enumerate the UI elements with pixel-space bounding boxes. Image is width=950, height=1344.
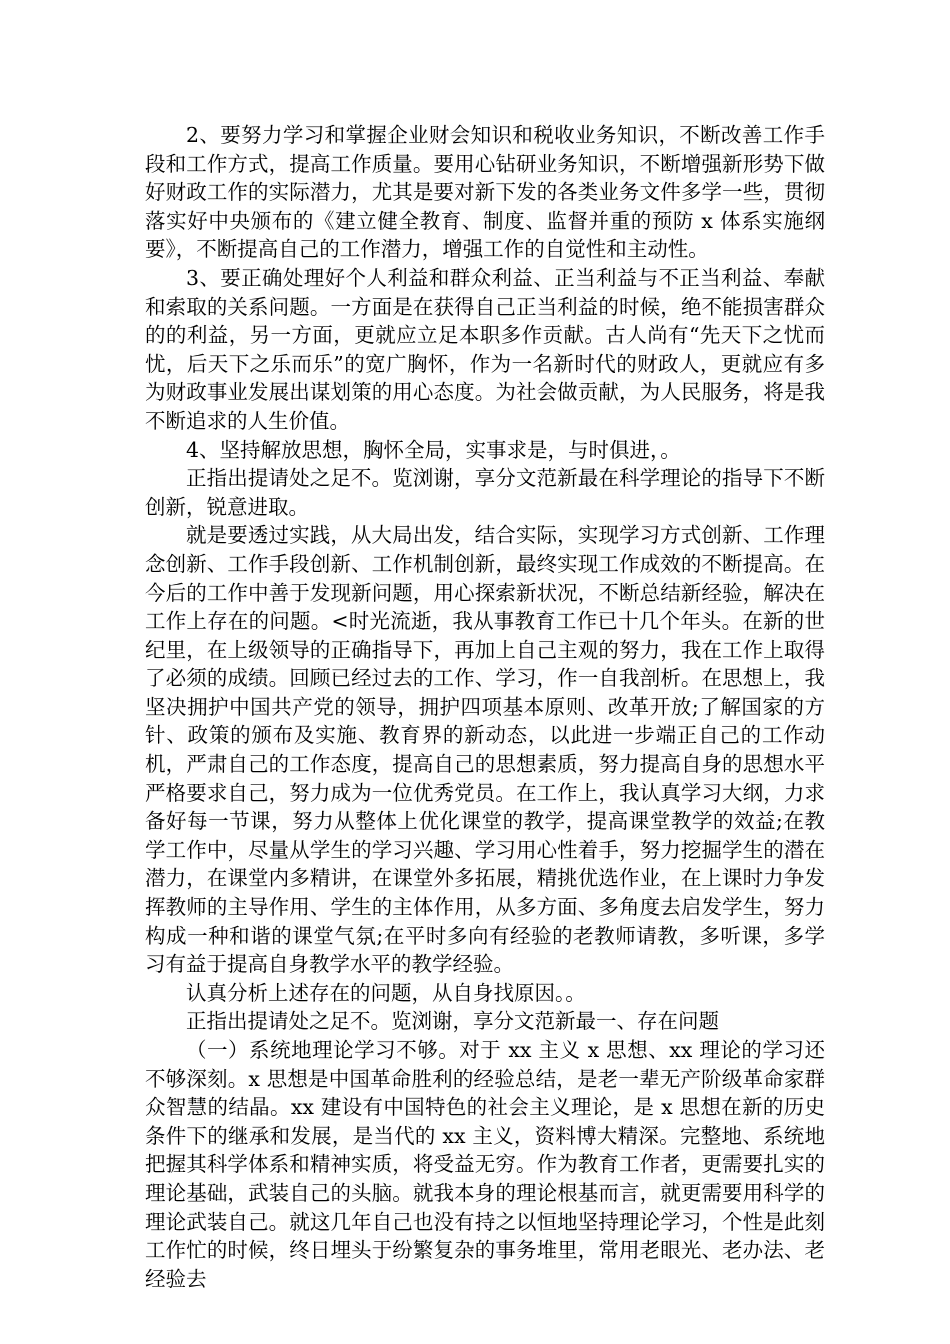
paragraph-6: 认真分析上述存在的问题，从自身找原因。。 — [186, 980, 586, 1005]
paragraph-3: 4、坚持解放思想，胸怀全局，实事求是，与时俱进，。 — [186, 437, 681, 462]
paragraph-8: （一）系统地理论学习不够。对于 xx 主义 x 思想、xx 理论的学习还不够深刻。x 思想是中国革命胜利的经验总结，是老一辈无产阶级革命家群众智慧的结晶。xx 建设有中国特色的社会主义理论，是 x 思想在新的历史条件下的继承和发展，是当代的 xx 主义，资料博大精深。完整地、系统地把握其科学体系和精神实质，将受益无穷。作为教育工作者，更需要扎实的理论基础，武装自己的头脑。就我本身的理论根基而言，就更需要用科学的理论武装自己。就这几年自己也没有持之以恒地坚持理论学习，个性是此刻工作忙的时候，终日埋头于纷繁复杂的事务堆里，常用老眼光、老办法、老经验去 — [145, 1038, 825, 1291]
paragraph-7: 正指出提请处之足不。览浏谢，享分文范新最一、存在问题 — [186, 1009, 719, 1034]
paragraph-4: 正指出提请处之足不。览浏谢，享分文范新最在科学理论的指导下不断创新，锐意进取。 — [145, 466, 825, 519]
document-body — [145, 121, 825, 1293]
paragraph-1: 2、要努力学习和掌握企业财会知识和税收业务知识，不断改善工作手段和工作方式，提高工作质量。要用心钻研业务知识，不断增强新形势下做好财政工作的实际潜力，尤其是要对新下发的各类业务文件多学一些，贯彻落实好中央颁布的《建立健全教育、制度、监督并重的预防 x 体系实施纲要》，不断提高自己的工作潜力，增强工作的自觉性和主动性。 — [145, 123, 825, 262]
paragraph-2: 3、要正确处理好个人利益和群众利益、正当利益与不正当利益、奉献和索取的关系问题。一方面是在获得自己正当利益的时候，绝不能损害群众的的利益，另一方面，更就应立足本职多作贡献。古人尚有“先天下之忧而忧，后天下之乐而乐”的宽广胸怀，作为一名新时代的财政人，更就应有多为财政事业发展出谋划策的用心态度。为社会做贡献，为人民服务，将是我不断追求的人生价值。 — [145, 265, 825, 433]
paragraph-5: 就是要透过实践，从大局出发，结合实际，实现学习方式创新、工作理念创新、工作手段创新、工作机制创新，最终实现工作成效的不断提高。在今后的工作中善于发现新问题，用心探索新状况，不断总结新经验，解决在工作上存在的问题。<时光流逝，我从事教育工作已十几个年头。在新的世纪里，在上级领导的正确指导下，再加上自己主观的努力，我在工作上取得了必须的成绩。回顾已经过去的工作、学习，作一自我剖析。在思想上，我坚决拥护中国共产党的领导，拥护四项基本原则、改革开放;了解国家的方针、政策的颁布及实施、教育界的新动态，以此进一步端正自己的工作动机，严肃自己的工作态度，提高自己的思想素质，努力提高自身的思想水平严格要求自己，努力成为一位优秀党员。在工作上，我认真学习大纲，力求备好每一节课，努力从整体上优化课堂的教学，提高课堂教学的效益;在教学工作中，尽量从学生的学习兴趣、学习用心性着手，努力挖掘学生的潜在潜力，在课堂内多精讲，在课堂外多拓展，精挑优选作业，在上课时力争发挥教师的主导作用、学生的主体作用，从多方面、多角度去启发学生，努力构成一种和谐的课堂气氛;在平时多向有经验的老教师请教，多听课，多学习有益于提高自身教学水平的教学经验。 — [145, 523, 825, 977]
